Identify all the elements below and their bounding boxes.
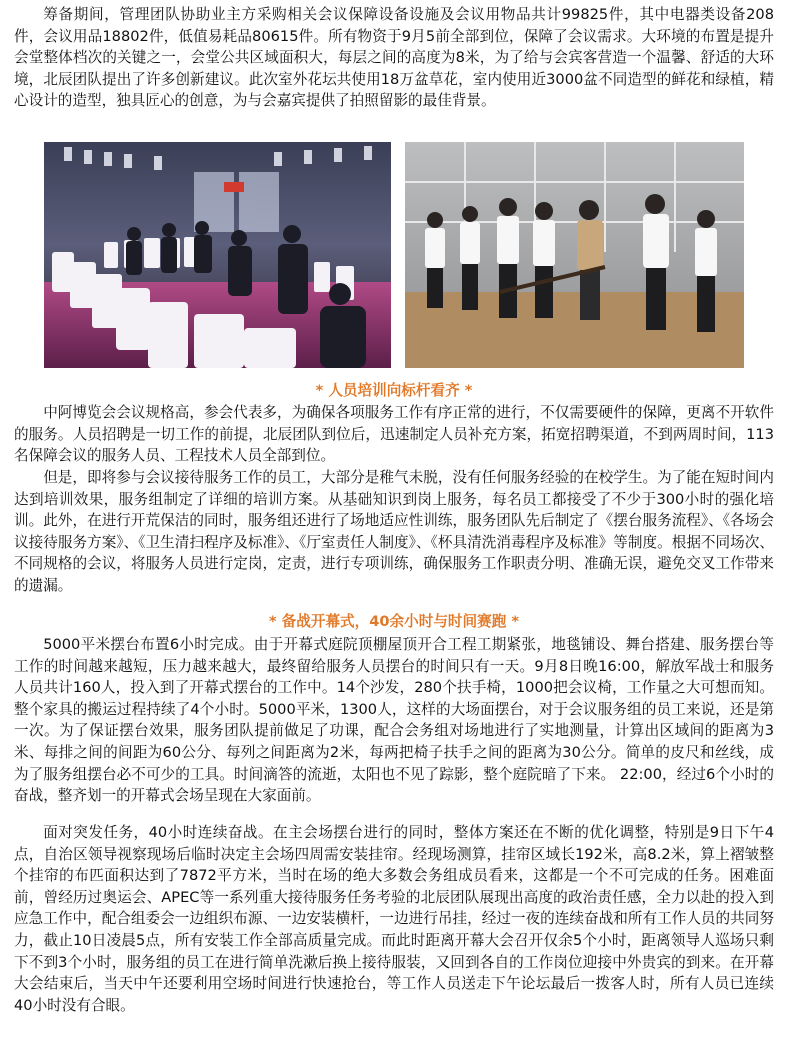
opening-paragraph-1: 5000平米摆台布置6小时完成。由于开幕式庭院顶棚屋顶开合工程工期紧张，地毯铺设、舞台搭建、服务摆台等工作的时间越来越短，压力越来越大，最终留给服务人员摆台的时间只有一天。9月8日晚16:00，解放军战士和服务人员共计160人，投入到了开幕式摆台的工作中。14个沙发，280个扶手椅，1000把会议椅，工作量之大可想而知。整个家具的搬运过程持续了4个小时。5000平米，1300人，这样的大场面摆台，对于会议服务组的员工来说，还是第一次。为了保证摆台效果，服务团队提前做足了功课，配合会务组对场地进行了实地测量，计算出区域间的距离为3米、每排之间的间距为60公分、每列之间距离为2米，每两把椅子扶手之间的距离为30公分。简单的皮尺和丝线，成为了服务组摆台必不可少的工具。时间滴答的流逝，太阳也不见了踪影，整个庭院暗了下来。 22:00，经过6个小时的奋战，整齐划一的开幕式会场呈现在大家面前。 [14,636,774,805]
chair-covering-photo [44,142,391,368]
staff-training-photo [405,142,744,368]
section-heading-training: * 人员培训向标杆看齐 * [315,382,473,399]
section-heading-opening: * 备战开幕式，40余小时与时间赛跑 * [268,613,520,630]
opening-paragraph-2: 面对突发任务，40小时连续奋战。在主会场摆台进行的同时，整体方案还在不断的优化调整，特别是9日下午4点，自治区领导视察现场后临时决定主会场四周需安装挂帘。经现场测算，挂帘区域长192米，高8.2米，算上褶皱整个挂帘的布匹面积达到了7872平方米，当时在场的绝大多数会务组成员看来，这都是一个不可完成的任务。困难面前，曾经历过奥运会、APEC等一系列重大接待服务任务考验的北辰团队展现出高度的政治责任感，全力以赴的投入到应急工作中，配合组委会一边组织布源、一边安装横杆，一边进行吊挂，经过一夜的连续奋战和所有工作人员的共同努力，截止10日凌晨5点，所有安装工作全部高质量完成。而此时距离开幕大会召开仅余5个小时，距离领导人巡场只剩下不到3个小时，服务组的员工在进行简单洗漱后换上接待服装，又回到各自的工作岗位迎接中外贵宾的到来。在开幕大会结束后，当天中午还要利用空场时间进行快速抢台，等工作人员送走下午论坛最后一拨客人时，所有人员已连续40小时没有合眼。 [14,824,774,1014]
training-paragraph-2: 但是，即将参与会议接待服务工作的员工，大部分是稚气未脱，没有任何服务经验的在校学生。为了能在短时间内达到培训效果，服务组制定了详细的培训方案。从基础知识到岗上服务，每名员工都接受了不少于300小时的强化培训。此外，在进行开荒保洁的同时，服务组还进行了场地适应性训练，服务团队先后制定了《摆台服务流程》、《各场会议接待服务方案》、《卫生清扫程序及标准》、《厅室责任人制度》、《杯具清洗消毒程序及标准》等制度。根据不同场次、不同规格的会议，将服务人员进行定岗，定责，进行专项训练，确保服务工作职责分明、准确无误，避免交叉工作带来的遗漏。 [14,469,774,594]
training-paragraph-1: 中阿博览会会议规格高，参会代表多，为确保各项服务工作有序正常的进行，不仅需要硬件的保障，更离不开软件的服务。人员招聘是一切工作的前提，北辰团队到位后，迅速制定人员补充方案，拓宽招聘渠道，不到两周时间，113名保障会议的服务人员、工程技术人员全部到位。 [14,404,774,465]
intro-paragraph: 筹备期间，管理团队协助业主方采购相关会议保障设备设施及会议用物品共计99825件，其中电器类设备208件，会议用品18802件，低值易耗品80615件。所有物资于9月5前全部到位，保障了会议需求。大环境的布置是提升会堂整体档次的关键之一，会堂公共区域面积大，每层之间的高度为8米，为了给与会宾客营造一个温馨、舒适的大环境，北辰团队提出了许多创新建议。此次室外花坛共使用18万盆草花，室内使用近3000盆不同造型的鲜花和绿植，精心设计的造型，独具匠心的创意，为与会嘉宾提供了拍照留影的最佳背景。 [14,6,774,110]
